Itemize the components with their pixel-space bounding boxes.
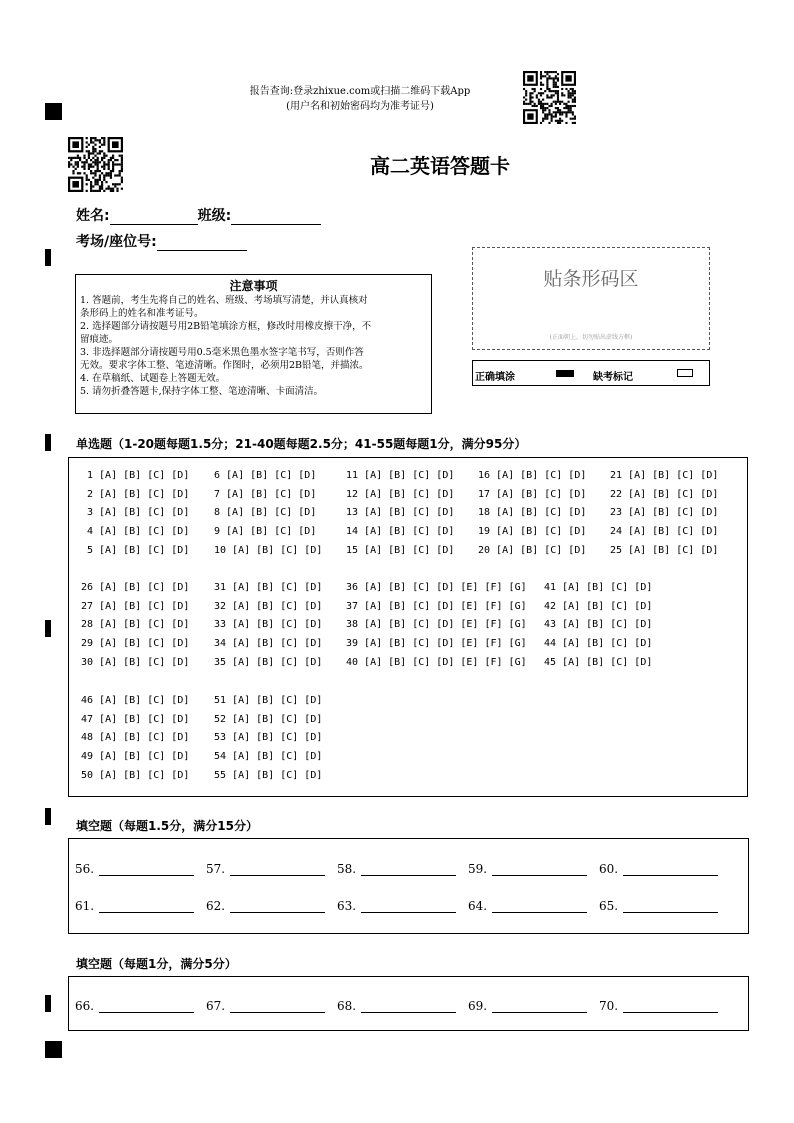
name-label: 姓名: [76, 208, 110, 224]
notice-line: 留痕迹。 [80, 334, 119, 345]
mc-question[interactable]: 51 [A] [B] [C] [D] [214, 695, 323, 706]
blank-line[interactable] [361, 875, 456, 876]
answer-blank[interactable] [337, 999, 356, 1013]
mc-question[interactable]: 34 [A] [B] [C] [D] [214, 638, 323, 650]
blank-number: 67. [206, 999, 226, 1013]
mc-question[interactable]: 43 [A] [B] [C] [D] [544, 619, 653, 631]
mc-question[interactable]: 46 [A] [B] [C] [D] [81, 695, 190, 706]
mc-question[interactable]: 44 [A] [B] [C] [D] [544, 638, 653, 650]
blank-number: 63. [337, 899, 357, 913]
seat-label: 考场/座位号: [76, 234, 157, 250]
mc-question[interactable]: 48 [A] [B] [C] [D] [81, 732, 190, 744]
blank-line[interactable] [230, 912, 325, 913]
mc-question[interactable]: 14 [A] [B] [C] [D] [346, 526, 455, 538]
answer-blank[interactable] [75, 899, 94, 913]
blank-number: 57. [206, 862, 226, 876]
mc-question[interactable]: 12 [A] [B] [C] [D] [346, 488, 455, 500]
seat-field[interactable] [157, 236, 247, 251]
mc-question[interactable]: 2 [A] [B] [C] [D] [87, 488, 190, 500]
fill1-section-title: 填空题（每题1.5分，满分15分） [76, 819, 258, 833]
absent-mark-checkbox[interactable] [677, 369, 693, 377]
mc-question[interactable]: 35 [A] [B] [C] [D] [214, 656, 323, 668]
name-field[interactable] [110, 210, 198, 225]
side-mark [45, 249, 51, 266]
mc-question[interactable]: 25 [A] [B] [C] [D] [610, 544, 719, 556]
mc-question[interactable]: 8 [A] [B] [C] [D] [214, 507, 317, 519]
barcode-label: 贴条形码区 [543, 268, 639, 290]
correct-fill-sample [556, 370, 574, 377]
mc-question[interactable]: 53 [A] [B] [C] [D] [214, 732, 323, 744]
mc-question[interactable]: 10 [A] [B] [C] [D] [214, 544, 323, 556]
report-query-line: 报告查询:登录zhixue.com或扫描二维码下载App [249, 86, 471, 97]
mc-question[interactable]: 11 [A] [B] [C] [D] [346, 470, 455, 481]
blank-number: 70. [599, 999, 619, 1013]
answer-blank[interactable] [206, 899, 225, 913]
class-label: 班级: [197, 208, 232, 224]
barcode-area [472, 247, 710, 350]
mc-question[interactable]: 29 [A] [B] [C] [D] [81, 638, 190, 650]
blank-number: 61. [75, 899, 95, 913]
side-mark [45, 434, 51, 451]
mc-question[interactable]: 20 [A] [B] [C] [D] [478, 544, 587, 556]
notice-line: 5. 请勿折叠答题卡,保持字体工整、笔迹清晰、卡面清洁。 [80, 386, 324, 397]
blank-line[interactable] [492, 875, 587, 876]
seat-row [76, 231, 247, 251]
notice-line: 无效。要求字体工整、笔迹清晰。作图时，必须用2B铅笔，并描浓。 [80, 360, 369, 371]
corner-mark-top [45, 103, 62, 120]
mc-question[interactable]: 24 [A] [B] [C] [D] [610, 526, 719, 538]
answer-blank[interactable] [599, 899, 618, 913]
answer-blank[interactable] [468, 999, 487, 1013]
blank-number: 64. [468, 899, 488, 913]
student-qr-code [68, 137, 123, 192]
mc-question[interactable]: 7 [A] [B] [C] [D] [214, 488, 317, 500]
class-field[interactable] [231, 210, 321, 225]
blank-line[interactable] [361, 1012, 456, 1013]
blank-number: 62. [206, 899, 226, 913]
answer-blank[interactable] [337, 862, 356, 876]
fill-legend [472, 360, 710, 386]
mc-question[interactable]: 55 [A] [B] [C] [D] [214, 769, 323, 781]
mc-question[interactable]: 1 [A] [B] [C] [D] [87, 470, 190, 481]
notice-line: 3. 非选择题部分请按题号用0.5毫米黑色墨水签字笔书写，否则作答 [80, 347, 364, 358]
mc-answer-box [68, 457, 748, 797]
notice-lines [76, 294, 431, 398]
blank-line[interactable] [492, 1012, 587, 1013]
fill1-answer-box [68, 838, 749, 934]
mc-section-title: 单选题（1-20题每题1.5分；21-40题每题2.5分；41-55题每题1分，满分95分） [76, 437, 527, 451]
mc-question[interactable]: 41 [A] [B] [C] [D] [544, 582, 653, 593]
notice-line: 条形码上的姓名和准考证号。 [80, 308, 204, 319]
blank-line[interactable] [623, 912, 718, 913]
mc-question[interactable]: 50 [A] [B] [C] [D] [81, 769, 190, 781]
report-query-info [200, 84, 520, 114]
mc-question[interactable]: 47 [A] [B] [C] [D] [81, 713, 190, 725]
mc-question[interactable]: 52 [A] [B] [C] [D] [214, 713, 323, 725]
blank-line[interactable] [492, 912, 587, 913]
mc-question[interactable]: 13 [A] [B] [C] [D] [346, 507, 455, 519]
answer-blank[interactable] [468, 899, 487, 913]
notice-line: 1. 答题前，考生先将自己的姓名、班级、考场填写清楚，并认真核对 [80, 295, 368, 306]
blank-line[interactable] [230, 1012, 325, 1013]
mc-question[interactable]: 22 [A] [B] [C] [D] [610, 488, 719, 500]
notice-line: 2. 选择题部分请按题号用2B铅笔填涂方框，修改时用橡皮擦干净，不 [80, 321, 372, 332]
mc-question[interactable]: 9 [A] [B] [C] [D] [214, 526, 317, 538]
blank-number: 66. [75, 999, 95, 1013]
mc-question[interactable]: 54 [A] [B] [C] [D] [214, 751, 323, 763]
mc-question[interactable]: 28 [A] [B] [C] [D] [81, 619, 190, 631]
mc-question[interactable]: 33 [A] [B] [C] [D] [214, 619, 323, 631]
page-title: 高二英语答题卡 [370, 154, 510, 178]
mc-question[interactable]: 17 [A] [B] [C] [D] [478, 488, 587, 500]
answer-blank[interactable] [599, 999, 618, 1013]
mc-question[interactable]: 4 [A] [B] [C] [D] [87, 526, 190, 538]
blank-line[interactable] [361, 912, 456, 913]
answer-blank[interactable] [75, 862, 94, 876]
mc-question[interactable]: 21 [A] [B] [C] [D] [610, 470, 719, 481]
mc-question[interactable]: 31 [A] [B] [C] [D] [214, 582, 323, 593]
mc-question[interactable]: 6 [A] [B] [C] [D] [214, 470, 317, 481]
mc-question[interactable]: 26 [A] [B] [C] [D] [81, 582, 190, 593]
blank-line[interactable] [623, 875, 718, 876]
side-mark [45, 995, 51, 1012]
mc-question[interactable]: 23 [A] [B] [C] [D] [610, 507, 719, 519]
answer-blank[interactable] [599, 862, 618, 876]
fill2-answer-box [68, 976, 749, 1031]
mc-question[interactable]: 49 [A] [B] [C] [D] [81, 751, 190, 763]
absent-mark-label: 缺考标记 [593, 372, 633, 383]
mc-question[interactable]: 45 [A] [B] [C] [D] [544, 656, 653, 668]
blank-number: 60. [599, 862, 619, 876]
name-class-row [76, 205, 321, 225]
blank-number: 58. [337, 862, 357, 876]
mc-question[interactable]: 42 [A] [B] [C] [D] [544, 600, 653, 612]
notice-title: 注意事项 [229, 279, 278, 293]
blank-number: 68. [337, 999, 357, 1013]
barcode-hint: (正面朝上，切勿贴出虚线方框) [549, 334, 633, 341]
blank-line[interactable] [99, 912, 194, 913]
notice-box [75, 274, 432, 414]
blank-number: 56. [75, 862, 95, 876]
fill2-section-title: 填空题（每题1分，满分5分） [76, 957, 237, 971]
blank-line[interactable] [623, 1012, 718, 1013]
mc-question[interactable]: 16 [A] [B] [C] [D] [478, 470, 587, 481]
mc-question[interactable]: 38 [A] [B] [C] [D] [E] [F] [G] [346, 619, 527, 631]
side-mark [45, 620, 51, 637]
answer-blank[interactable] [468, 862, 487, 876]
mc-question[interactable]: 30 [A] [B] [C] [D] [81, 656, 190, 668]
mc-question[interactable]: 40 [A] [B] [C] [D] [E] [F] [G] [346, 656, 527, 668]
mc-question[interactable]: 15 [A] [B] [C] [D] [346, 544, 455, 556]
answer-blank[interactable] [206, 999, 225, 1013]
mc-question[interactable]: 32 [A] [B] [C] [D] [214, 600, 323, 612]
mc-question[interactable]: 39 [A] [B] [C] [D] [E] [F] [G] [346, 638, 527, 650]
blank-line[interactable] [230, 875, 325, 876]
mc-question[interactable]: 27 [A] [B] [C] [D] [81, 600, 190, 612]
blank-line[interactable] [99, 1012, 194, 1013]
mc-question[interactable]: 3 [A] [B] [C] [D] [87, 507, 190, 519]
answer-blank[interactable] [75, 999, 94, 1013]
blank-number: 69. [468, 999, 488, 1013]
mc-question[interactable]: 5 [A] [B] [C] [D] [87, 544, 190, 556]
blank-number: 65. [599, 899, 619, 913]
blank-line[interactable] [99, 875, 194, 876]
report-credential-line: (用户名和初始密码均为准考证号) [286, 101, 434, 112]
mc-question[interactable]: 37 [A] [B] [C] [D] [E] [F] [G] [346, 600, 527, 612]
answer-blank[interactable] [337, 899, 356, 913]
mc-question[interactable]: 18 [A] [B] [C] [D] [478, 507, 587, 519]
correct-fill-label: 正确填涂 [475, 372, 515, 383]
app-qr-code[interactable] [523, 71, 576, 124]
notice-line: 4. 在草稿纸、试题卷上答题无效。 [80, 373, 226, 384]
side-mark [45, 808, 51, 825]
mc-question[interactable]: 19 [A] [B] [C] [D] [478, 526, 587, 538]
answer-blank[interactable] [206, 862, 225, 876]
blank-number: 59. [468, 862, 488, 876]
mc-question[interactable]: 36 [A] [B] [C] [D] [E] [F] [G] [346, 582, 527, 593]
corner-mark-bottom [45, 1041, 62, 1058]
